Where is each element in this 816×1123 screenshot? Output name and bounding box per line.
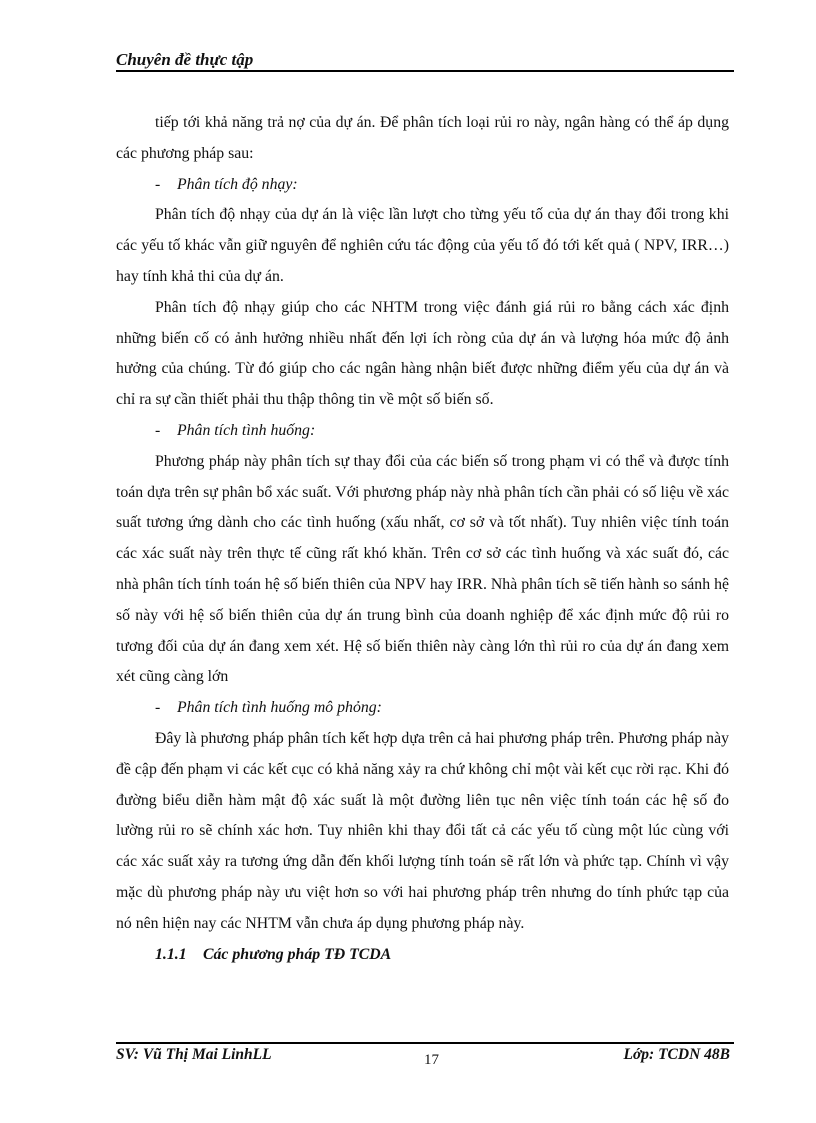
footer-divider: [116, 1042, 734, 1044]
paragraph: Phân tích độ nhạy giúp cho các NHTM trong việc đánh giá rủi ro bằng cách xác định những biến cố có ảnh hưởng nhiều nhất đến lợi ích ròng của dự án và lượng hóa mức độ ảnh hưởng của chúng. Từ đó giúp cho các ngân hàng nhận biết được những điểm yếu của dự án và chỉ ra sự cần thiết phải thu thập thông tin về một số biến số.: [116, 298, 729, 409]
page-header-title: Chuyên đề thực tập: [116, 50, 254, 69]
bullet-heading-sensitivity: [116, 170, 729, 201]
paragraph: Phân tích độ nhạy của dự án là việc lần lượt cho từng yếu tố của dự án thay đổi trong khi các yếu tố khác vẫn giữ nguyên để nghiên cứu tác động của yếu tố đó tới kết quả ( NPV, IRR…) hay tính khả thi của dự án.: [116, 206, 729, 285]
bullet-heading-simulation: [116, 693, 729, 724]
section-title: Các phương pháp TĐ TCDA: [203, 945, 392, 963]
page-body: [116, 108, 729, 970]
bullet-dash: -: [155, 421, 161, 439]
bullet-label: Phân tích tình huống mô phỏng:: [177, 699, 382, 717]
header-divider: [116, 70, 734, 72]
page-number: 17: [424, 1052, 439, 1068]
footer-student-name: SV: Vũ Thị Mai LinhLL: [116, 1046, 272, 1063]
bullet-label: Phân tích độ nhạy:: [177, 175, 298, 193]
section-heading: [116, 940, 729, 971]
paragraph: Phương pháp này phân tích sự thay đổi của các biến số trong phạm vi có thể và được tính toán dựa trên sự phân bổ xác suất. Với phương pháp này nhà phân tích cần phải có số liệu về xác suất tương ứng dành cho các tình huống (xấu nhất, cơ sở và tốt nhất). Tuy nhiên việc tính toán các xác suất này trên thực tế cũng rất khó khăn. Trên cơ sở các tình huống và xác suất đó, các nhà phân tích tính toán hệ số biến thiên của NPV hay IRR. Nhà phân tích sẽ tiến hành so sánh hệ số này với hệ số biến thiên của dự án trung bình của doanh nghiệp để xác định mức độ rủi ro tương đối của dự án đang xem xét. Hệ số biến thiên này càng lớn thì rủi ro của dự án đang xem xét cũng càng lớn: [116, 452, 729, 686]
bullet-heading-scenario: [116, 416, 729, 447]
paragraph: Đây là phương pháp phân tích kết hợp dựa trên cả hai phương pháp trên. Phương pháp này đề cập đến phạm vi các kết cục có khả năng xảy ra chứ không chỉ một vài kết cục rời rạc. Khi đó đường biểu diễn hàm mật độ xác suất là một đường liên tục nên việc tính toán các hệ số đo lường rủi ro sẽ chính xác hơn. Tuy nhiên khi thay đổi tất cả các yếu tố cùng một lúc cùng với các xác suất xảy ra tương ứng dẫn đến khối lượng tính toán sẽ rất lớn và phức tạp. Chính vì vậy mặc dù phương pháp này ưu việt hơn so với hai phương pháp trên nhưng do tính phức tạp của nó nên hiện nay các NHTM vẫn chưa áp dụng phương pháp này.: [116, 729, 729, 932]
bullet-dash: -: [155, 699, 161, 717]
footer-class: Lớp: TCDN 48B: [623, 1046, 730, 1063]
bullet-dash: -: [155, 175, 161, 193]
section-number: 1.1.1: [155, 945, 187, 963]
bullet-label: Phân tích tình huống:: [177, 421, 316, 439]
paragraph: tiếp tới khả năng trả nợ của dự án. Để phân tích loại rủi ro này, ngân hàng có thể áp dụng các phương pháp sau:: [116, 114, 729, 162]
